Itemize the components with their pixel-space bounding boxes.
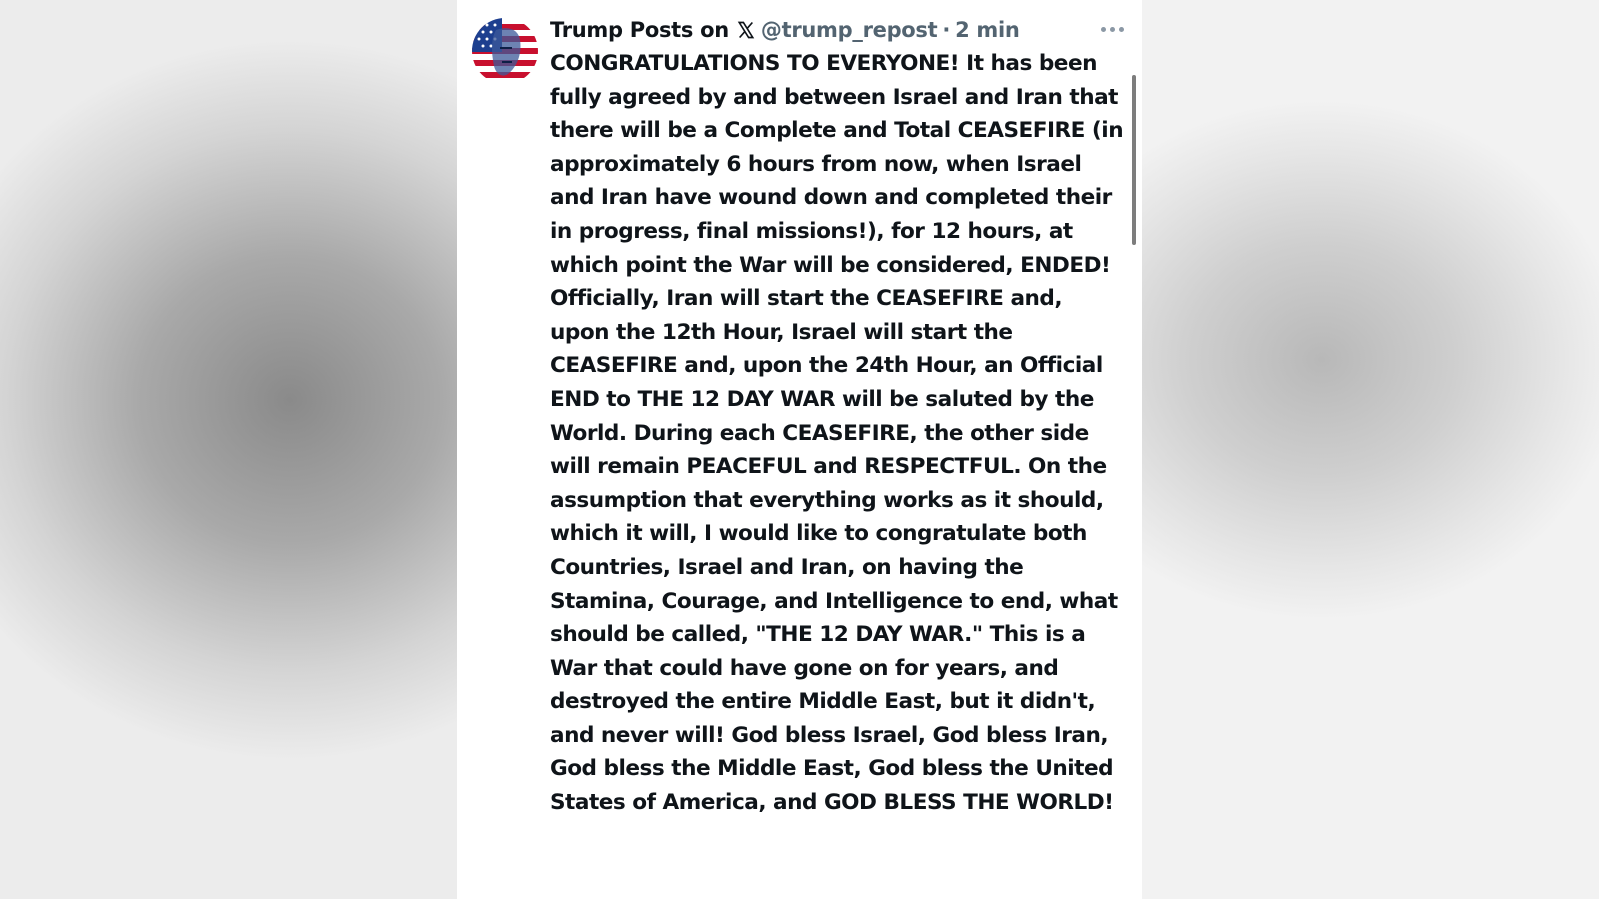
author-handle[interactable]: @trump_repost — [760, 18, 938, 42]
scrollbar-thumb[interactable] — [1132, 75, 1136, 245]
blurred-background-right — [1142, 0, 1599, 899]
post-timestamp[interactable]: 2 min — [955, 18, 1020, 42]
header-separator: · — [942, 18, 951, 42]
more-dot — [1110, 27, 1115, 32]
more-options-icon[interactable] — [1101, 27, 1124, 32]
avatar[interactable] — [472, 18, 538, 84]
post-header — [550, 14, 1020, 46]
post-panel — [457, 0, 1142, 899]
more-dot — [1101, 27, 1106, 32]
x-logo-icon — [737, 21, 755, 39]
flag-face-avatar-icon — [472, 18, 538, 84]
more-dot — [1119, 27, 1124, 32]
post-text: CONGRATULATIONS TO EVERYONE! It has been fully agreed by and between Israel and Iran that there will be a Complete and Total CEASEFIRE (in approximately 6 hours from now, when Israel and Iran have wound down and completed their in progress, final missions!), for 12 hours, at which point the War will be considered, ENDED! Officially, Iran will start the CEASEFIRE and, upon the 12th Hour, Israel will start the CEASEFIRE and, upon the 24th Hour, an Official END to THE 12 DAY WAR will be saluted by the World. During each CEASEFIRE, the other side will remain PEACEFUL and RESPECTFUL. On the assumption that everything works as it should, which it will, I would like to congratulate both Countries, Israel and Iran, on having the Stamina, Courage, and Intelligence to end, what should be called, "THE 12 DAY WAR." This is a War that could have gone on for years, and destroyed the entire Middle East, but it didn't, and never will! God bless Israel, God bless Iran, God bless the Middle East, God bless the United States of America, and GOD BLESS THE WORLD! — [550, 51, 1124, 816]
author-name[interactable]: Trump Posts on — [550, 18, 729, 42]
